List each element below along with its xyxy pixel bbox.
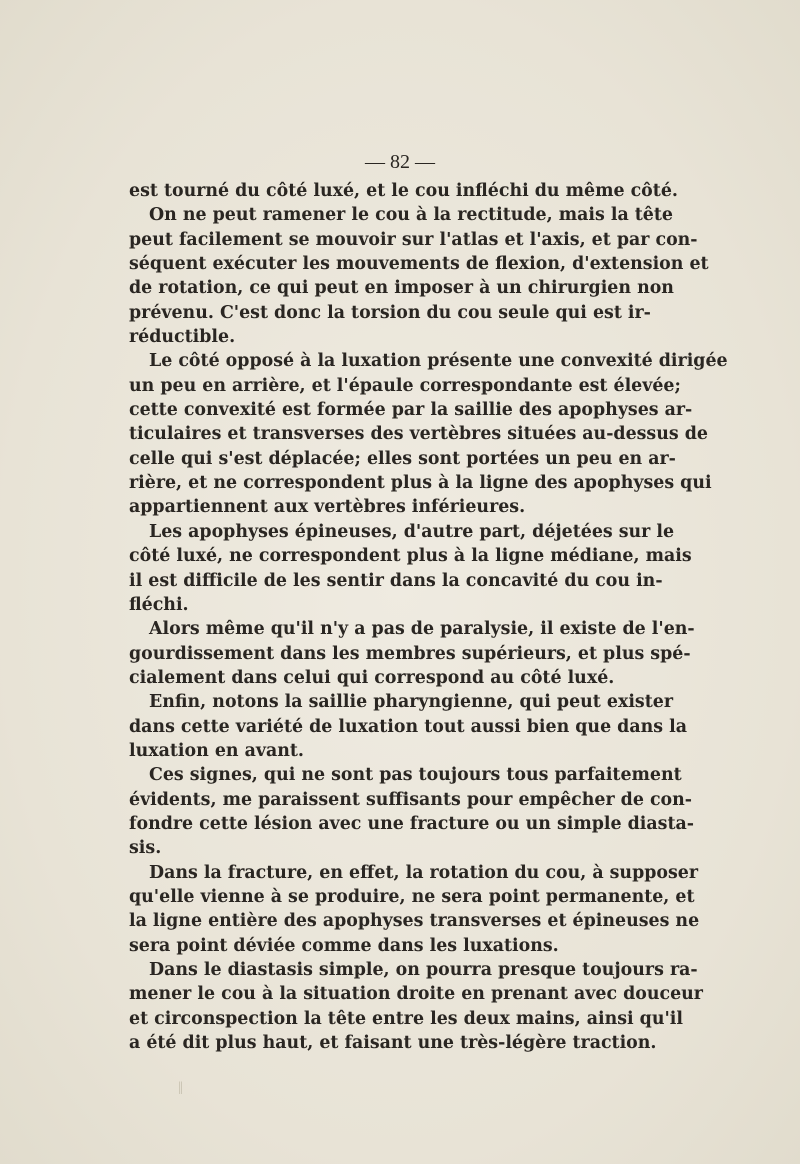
text-line: fondre cette lésion avec une fracture ou un simple diasta-	[129, 813, 694, 834]
ink-smudge: ‖	[178, 1078, 184, 1098]
text-line: Alors même qu'il n'y a pas de paralysie, il existe de l'en-	[149, 619, 695, 640]
text-line: Dans le diastasis simple, on pourra presque toujours ra-	[149, 960, 698, 980]
text-line: côté luxé, ne correspondent plus à la ligne médiane, mais	[129, 546, 692, 567]
text-line: gourdissement dans les membres supérieurs, et plus spé-	[129, 643, 691, 664]
text-line: luxation en avant.	[129, 740, 304, 761]
text-line: sis.	[129, 838, 162, 859]
text-line: qu'elle vienne à se produire, ne sera point permanente, et	[129, 886, 695, 907]
text-line: un peu en arrière, et l'épaule correspondante est élevée;	[129, 375, 681, 396]
text-line: fléchi.	[129, 594, 189, 615]
text-line: rière, et ne correspondent plus à la ligne des apophyses qui	[129, 473, 712, 494]
text-line: Dans la fracture, en effet, la rotation du cou, à supposer	[149, 862, 699, 883]
text-line: Les apophyses épineuses, d'autre part, déjetées sur le	[149, 521, 675, 542]
text-line: On ne peut ramener le cou à la rectitude, mais la tête	[149, 205, 673, 226]
text-line: réductible.	[129, 327, 236, 348]
text-line: sera point déviée comme dans les luxations.	[129, 935, 559, 956]
text-line: celle qui s'est déplacée; elles sont portées un peu en ar-	[129, 448, 676, 469]
text-line: séquent exécuter les mouvements de flexion, d'extension et	[129, 254, 709, 275]
page-number: — 82 —	[365, 151, 435, 173]
body-text	[129, 179, 728, 1055]
text-line: ticulaires et transverses des vertèbres situées au-dessus de	[129, 424, 708, 445]
text-line: appartiennent aux vertèbres inférieures.	[129, 497, 526, 518]
text-line: est tourné du côté luxé, et le cou infléchi du même côté.	[129, 181, 678, 201]
text-line: peut facilement se mouvoir sur l'atlas et l'axis, et par con-	[129, 229, 698, 250]
text-line: de rotation, ce qui peut en imposer à un chirurgien non	[129, 278, 674, 299]
text-line: il est difficile de les sentir dans la concavité du cou in-	[129, 570, 663, 591]
text-line: mener le cou à la situation droite en prenant avec douceur	[129, 984, 703, 1005]
text-line: Ces signes, qui ne sont pas toujours tous parfaitement	[149, 765, 682, 786]
text-line: prévenu. C'est donc la torsion du cou seule qui est ir-	[129, 302, 651, 323]
text-line: Enfin, notons la saillie pharyngienne, qui peut exister	[149, 692, 673, 713]
text-line: cialement dans celui qui correspond au côté luxé.	[129, 667, 615, 688]
text-line: dans cette variété de luxation tout aussi bien que dans la	[129, 716, 687, 737]
text-line: Le côté opposé à la luxation présente une convexité dirigée	[149, 351, 728, 372]
text-line: la ligne entière des apophyses transverses et épineuses ne	[129, 911, 700, 932]
text-line: a été dit plus haut, et faisant une très-légère traction.	[129, 1033, 657, 1054]
text-line: évidents, me paraissent suffisants pour empêcher de con-	[129, 789, 692, 810]
text-line: et circonspection la tête entre les deux mains, ainsi qu'il	[129, 1008, 684, 1029]
text-line: cette convexité est formée par la saillie des apophyses ar-	[129, 400, 693, 421]
